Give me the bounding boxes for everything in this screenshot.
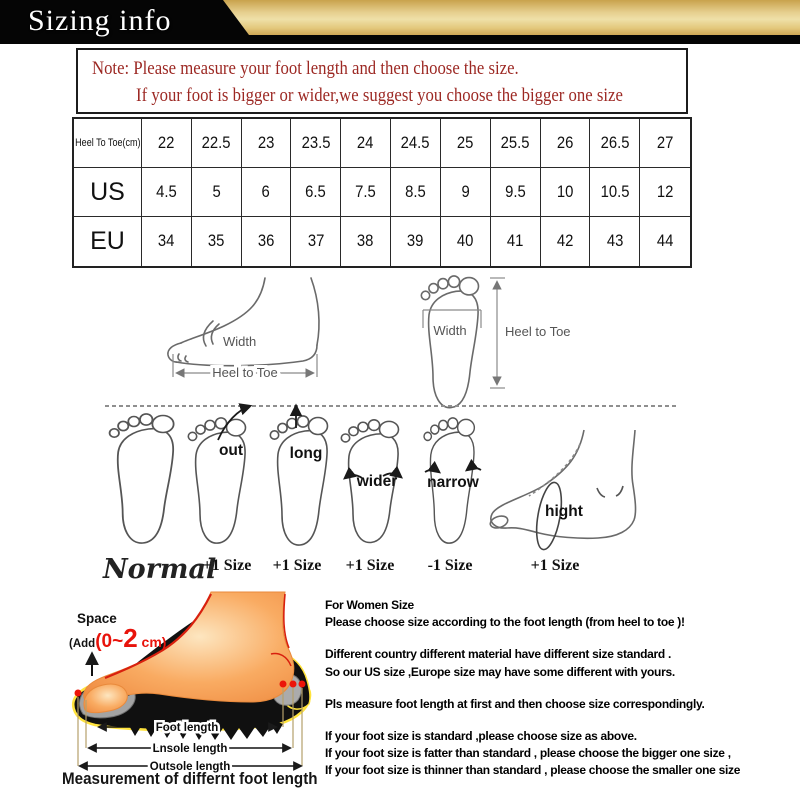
foot-type-label-out: out bbox=[218, 442, 244, 459]
table-cell: 40 bbox=[441, 217, 491, 266]
table-cell: 7.5 bbox=[341, 168, 391, 217]
table-cell: 10 bbox=[541, 168, 591, 217]
info-line: So our US size ,Europe size may have some different with yours. bbox=[325, 664, 675, 679]
table-cell: 26 bbox=[541, 119, 591, 168]
foot-side-measure-diagram bbox=[150, 276, 335, 404]
foot-type-label-long: long bbox=[289, 445, 323, 462]
size-adjust-narrow: -1 Size bbox=[427, 557, 473, 574]
table-cell: 5 bbox=[192, 168, 242, 217]
note-line-2: If your foot is bigger or wider,we suggest you choose the bigger one size bbox=[136, 85, 623, 106]
table-row-label: EU bbox=[74, 217, 142, 266]
size-adjust-out: +1 Size bbox=[202, 557, 252, 574]
size-table bbox=[72, 117, 692, 268]
table-cell: 44 bbox=[656, 232, 674, 250]
diagram-caption: Measurement of differnt foot length bbox=[62, 770, 318, 788]
foot-type-label-hight: hight bbox=[545, 503, 583, 520]
info-line: Different country different material have different size standard . bbox=[325, 647, 671, 662]
table-cell: 35 bbox=[192, 217, 242, 266]
table-cell: 24 bbox=[341, 119, 391, 168]
table-cell: 37 bbox=[291, 217, 341, 266]
ankle-figure bbox=[489, 430, 636, 551]
note-line-1: Note: Please measure your foot length and then choose the size. bbox=[92, 58, 519, 79]
narrow-arrow-right bbox=[467, 468, 481, 470]
info-text-block bbox=[325, 597, 800, 795]
table-cell: 42 bbox=[541, 217, 591, 266]
footprint-long bbox=[270, 416, 327, 545]
table-row-label: Heel To Toe(cm) bbox=[74, 119, 142, 168]
table-cell: 12 bbox=[640, 168, 690, 217]
table-cell: 8.5 bbox=[391, 168, 441, 217]
table-row-label: US bbox=[74, 168, 142, 217]
table-cell: 22 bbox=[142, 119, 192, 168]
info-line: If your foot size is thinner than standard , please choose the smaller one size bbox=[325, 763, 741, 778]
table-cell: 23.5 bbox=[291, 119, 341, 168]
note-box bbox=[76, 48, 688, 114]
table-cell: 6 bbox=[242, 168, 292, 217]
size-adjust-wider: +1 Size bbox=[345, 557, 395, 574]
size-adjust-long: +1 Size bbox=[272, 557, 322, 574]
table-cell: 22.5 bbox=[192, 119, 242, 168]
foot-type-label-normal: Normal bbox=[103, 554, 217, 585]
table-cell: 36 bbox=[242, 217, 292, 266]
table-cell: 26.5 bbox=[590, 119, 640, 168]
foot-type-label-narrow: narrow bbox=[427, 474, 479, 491]
footprint-normal bbox=[110, 414, 174, 543]
side-width-label: Width bbox=[223, 334, 257, 349]
table-cell: 23 bbox=[242, 119, 292, 168]
table-cell: 9 bbox=[441, 168, 491, 217]
table-cell: 39 bbox=[391, 217, 441, 266]
info-line: Please choose size according to the foot length (from heel to toe )! bbox=[325, 615, 685, 630]
shoe-length-diagram bbox=[35, 592, 335, 784]
table-cell: 27 bbox=[640, 119, 690, 168]
table-cell: 25.5 bbox=[491, 119, 541, 168]
space-add-label: (Add(0~2 cm) bbox=[69, 623, 167, 653]
space-label: Space bbox=[77, 611, 117, 626]
table-cell: 4.5 bbox=[142, 168, 192, 217]
table-cell: 24.5 bbox=[391, 119, 441, 168]
table-cell: 10.5 bbox=[590, 168, 640, 217]
foot-type-label-wider: wider bbox=[356, 473, 398, 490]
gold-ribbon bbox=[223, 0, 800, 35]
info-paragraph bbox=[325, 728, 800, 780]
table-cell: 9.5 bbox=[491, 168, 541, 217]
header-bar bbox=[0, 0, 800, 44]
footprint-out bbox=[188, 418, 245, 543]
table-cell: 41 bbox=[491, 217, 541, 266]
table-cell: 43 bbox=[590, 217, 640, 266]
info-paragraph bbox=[325, 597, 800, 631]
info-paragraph bbox=[325, 646, 800, 680]
table-cell: 25 bbox=[441, 119, 491, 168]
insole-length-label: Lnsole length bbox=[152, 743, 228, 755]
top-length-label: Heel to Toe bbox=[505, 324, 571, 339]
top-width-label: Width bbox=[433, 323, 467, 338]
table-cell: 38 bbox=[341, 217, 391, 266]
foot-length-label: Foot length bbox=[155, 722, 219, 734]
info-paragraph bbox=[325, 696, 800, 713]
outsole-length-label: Outsole length bbox=[149, 761, 231, 773]
footprint-measure-diagram bbox=[408, 272, 586, 404]
foot-types-row bbox=[100, 398, 700, 590]
info-line: If your foot size is fatter than standard , please choose the bigger one size , bbox=[325, 746, 731, 761]
page-title: Sizing info bbox=[28, 4, 172, 37]
info-line: For Women Size bbox=[325, 598, 414, 612]
info-line: Pls measure foot length at first and then choose size correspondingly. bbox=[325, 696, 705, 711]
size-adjust-hight: +1 Size bbox=[530, 557, 580, 574]
table-cell: 6.5 bbox=[291, 168, 341, 217]
side-length-label: Heel to Toe bbox=[212, 365, 278, 380]
table-cell: 34 bbox=[142, 217, 192, 266]
info-line: If your foot size is standard ,please choose size as above. bbox=[325, 729, 637, 744]
